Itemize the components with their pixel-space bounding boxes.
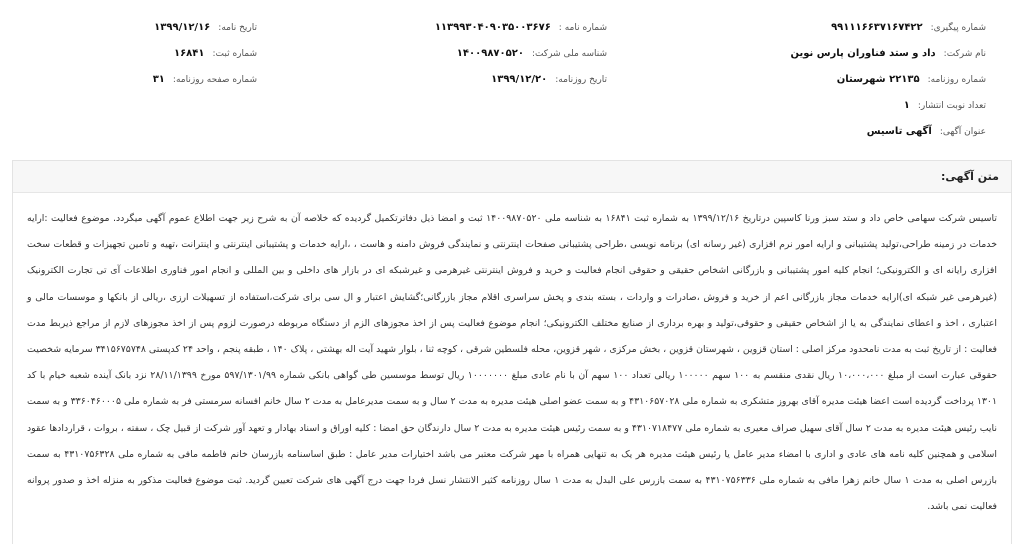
meta-row-1 [12, 14, 1012, 40]
notice-title-value: آگهی تاسیس [866, 125, 932, 137]
gazette-page-value: ۳۱ [152, 73, 165, 85]
company-name [667, 48, 1012, 59]
publication-count-value: ۱ [903, 99, 910, 111]
publication-count-label: تعداد نوبت انتشار: [917, 100, 986, 111]
gazette-number-label: شماره روزنامه: [927, 74, 986, 85]
gazette-number [667, 74, 1012, 85]
notice-text-panel [12, 160, 1012, 544]
letter-number-label: شماره نامه : [558, 22, 607, 33]
gazette-date-label: تاریخ روزنامه: [555, 74, 607, 85]
notice-title [667, 126, 1012, 137]
letter-number [317, 22, 667, 33]
meta-row-5 [12, 118, 1012, 144]
letter-number-value: ۱۱۳۹۹۳۰۴۰۹۰۳۵۰۰۳۶۷۶ [434, 21, 551, 33]
notice-text-heading: متن آگهی: [941, 170, 999, 183]
meta-row-3 [12, 66, 1012, 92]
notice-title-label: عنوان آگهی: [939, 126, 986, 137]
letter-date-value: ۱۳۹۹/۱۲/۱۶ [154, 21, 211, 33]
meta-row-2 [12, 40, 1012, 66]
company-national-id [317, 48, 667, 59]
company-national-id-value: ۱۴۰۰۹۸۷۰۵۲۰ [456, 47, 524, 59]
registration-number [12, 48, 317, 59]
company-national-id-label: شناسه ملی شرکت: [531, 48, 607, 59]
publication-count [667, 100, 1012, 111]
gazette-date [317, 74, 667, 85]
gazette-page [12, 74, 317, 85]
company-name-value: داد و ستد فناوران پارس نوین [790, 47, 936, 59]
notice-text-body: تاسیس شرکت سهامی خاص داد و ستد سبز ورنا کاسپین درتاریخ ۱۳۹۹/۱۲/۱۶ به شماره ثبت ۱۶۸۴۱ به شناسه ملی ۱۴۰۰۹۸۷۰۵۲۰ ثبت و امضا ذیل دفاترتکمیل گردیده که خلاصه آن به شرح زیر جهت اطلاع عموم آگهی میگردد. موضوع فعالیت :ارایه خدمات در زمینه طراحی،تولید پشتیبانی و ارایه امور نرم افزاری (غیر رسانه ای) برنامه نویسی ،طراحی پشتیبانی صفحات اینترنتی و نمایندگی فروش دامنه و هاست ، ،ارایه خدمات و پشتیبانی اینترنتی و اینترانت ،تهیه و تامین تجهیزات و قطعات سخت افزاری رایانه ای و الکترونیکی؛ انجام کلیه امور پشتیبانی و بازرگانی اشخاص حقیقی و حقوقی انجام فعالیت و خرید و فروش اینترنتی غیرهرمی و غیرشبکه ای در بازار های داخلی و بین المللی و انجام امور فناوری اطلاعات آی تی تجارت الکترونیک (غیرهرمی غیر شبکه ای)ارایه خدمات مجاز بازرگانی اعم از خرید و فروش ،صادرات و واردات ، بسته بندی و پخش سراسری اقلام مجاز بازرگانی؛گشایش اعتبار و ال سی برای شرکت،استفاده از تسهیلات ارزی ،ریالی از بانکها و موسسات مالی و اعتباری ، اخذ و اعطای نمایندگی به یا از اشخاص حقیقی و حقوقی،تولید و بهره برداری از صنایع مختلف الکترونیکی؛ انجام موضوع فعالیت پس از اخذ مجوزهای الزم از دستگاه مربوطه درصورت لزوم پس از اخذ مجوزهای لازم از مراجع ذیربط مدت فعالیت : از تاریخ ثبت به مدت نامحدود مرکز اصلی : استان قزوین ، شهرستان قزوین ، بخش مرکزی ، شهر قزوین، محله فلسطین شرقی ، کوچه ثنا ، بلوار شهید آیت اله بهشتی ، پلاک ۱۴۰ ، طبقه پنجم ، واحد ۲۴ کدپستی ۳۴۱۵۶۷۵۷۴۸ سرمایه شخصیت حقوقی عبارت است از مبلغ ۱۰،۰۰۰،۰۰۰ ریال نقدی منقسم به ۱۰۰ سهم ۱۰۰۰۰۰ ریالی تعداد ۱۰۰ سهم آن با نام عادی مبلغ ۱۰۰۰۰۰۰۰ ریال توسط موسسین طی گواهی بانکی شماره ۵۹۷/۱۳۰۱/۹۹ مورخ ۲۸/۱۱/۱۳۹۹ نزد بانک آینده شعبه خیام با کد ۱۳۰۱ پرداخت گردیده است اعضا هیئت مدیره آقای بهروز متشکری به شماره ملی ۴۳۱۰۶۵۷۰۲۸ و به سمت عضو اصلی هیئت مدیره به مدت ۲ سال و به سمت مدیرعامل به مدت ۲ سال خانم افسانه سرمستی فر به شماره ملی ۳۳۶۰۴۶۰۰۰۵ و به سمت نایب رئیس هیئت مدیره به مدت ۲ سال آقای سهیل صراف معیری به شماره ملی ۴۳۱۰۷۱۸۴۷۷ و به سمت رئیس هیئت مدیره به مدت ۲ سال دارندگان حق امضا : کلیه اوراق و اسناد بهادار و تعهد آور شرکت از قبیل چک ، سفته ، بروات ، قراردادها عقود اسلامی و همچنین کلیه نامه های عادی و اداری با امضاء مدیر عامل یا رئیس هیئت مدیره هر یک به تنهایی همراه با مهر شرکت معتبر می باشد اختیارات مدیر عامل : طبق اساسنامه بازرسان خانم فاطمه مافی به شماره ملی ۴۳۱۰۷۵۶۳۲۸ به سمت بازرس اصلی به مدت ۱ سال خانم زهرا مافی به شماره ملی ۴۳۱۰۷۵۶۳۳۶ به سمت بازرس علی البدل به مدت ۱ سال روزنامه کثیر الانتشار نسل فردا جهت درج آگهی های شرکت تعیین گردید. ثبت موضوع فعالیت مذکور به منزله اخذ و صدور پروانه فعالیت نمی باشد. [27, 213, 998, 513]
notice-text-header [13, 161, 1011, 193]
tracking-number [667, 22, 1012, 33]
letter-date-label: تاریخ نامه: [218, 22, 257, 33]
gazette-number-value: ۲۲۱۳۵ شهرستان [836, 73, 920, 85]
tracking-number-label: شماره پیگیری: [930, 22, 986, 33]
registration-number-label: شماره ثبت: [212, 48, 257, 59]
letter-date [12, 22, 317, 33]
meta-row-4 [12, 92, 1012, 118]
notice-metadata [12, 14, 1012, 144]
company-name-label: نام شرکت: [943, 48, 986, 59]
gazette-page-label: شماره صفحه روزنامه: [172, 74, 257, 85]
gazette-date-value: ۱۳۹۹/۱۲/۲۰ [491, 73, 548, 85]
registration-number-value: ۱۶۸۴۱ [173, 47, 205, 59]
tracking-number-value: ۹۹۱۱۱۶۶۳۷۱۶۷۴۲۲ [831, 21, 923, 33]
